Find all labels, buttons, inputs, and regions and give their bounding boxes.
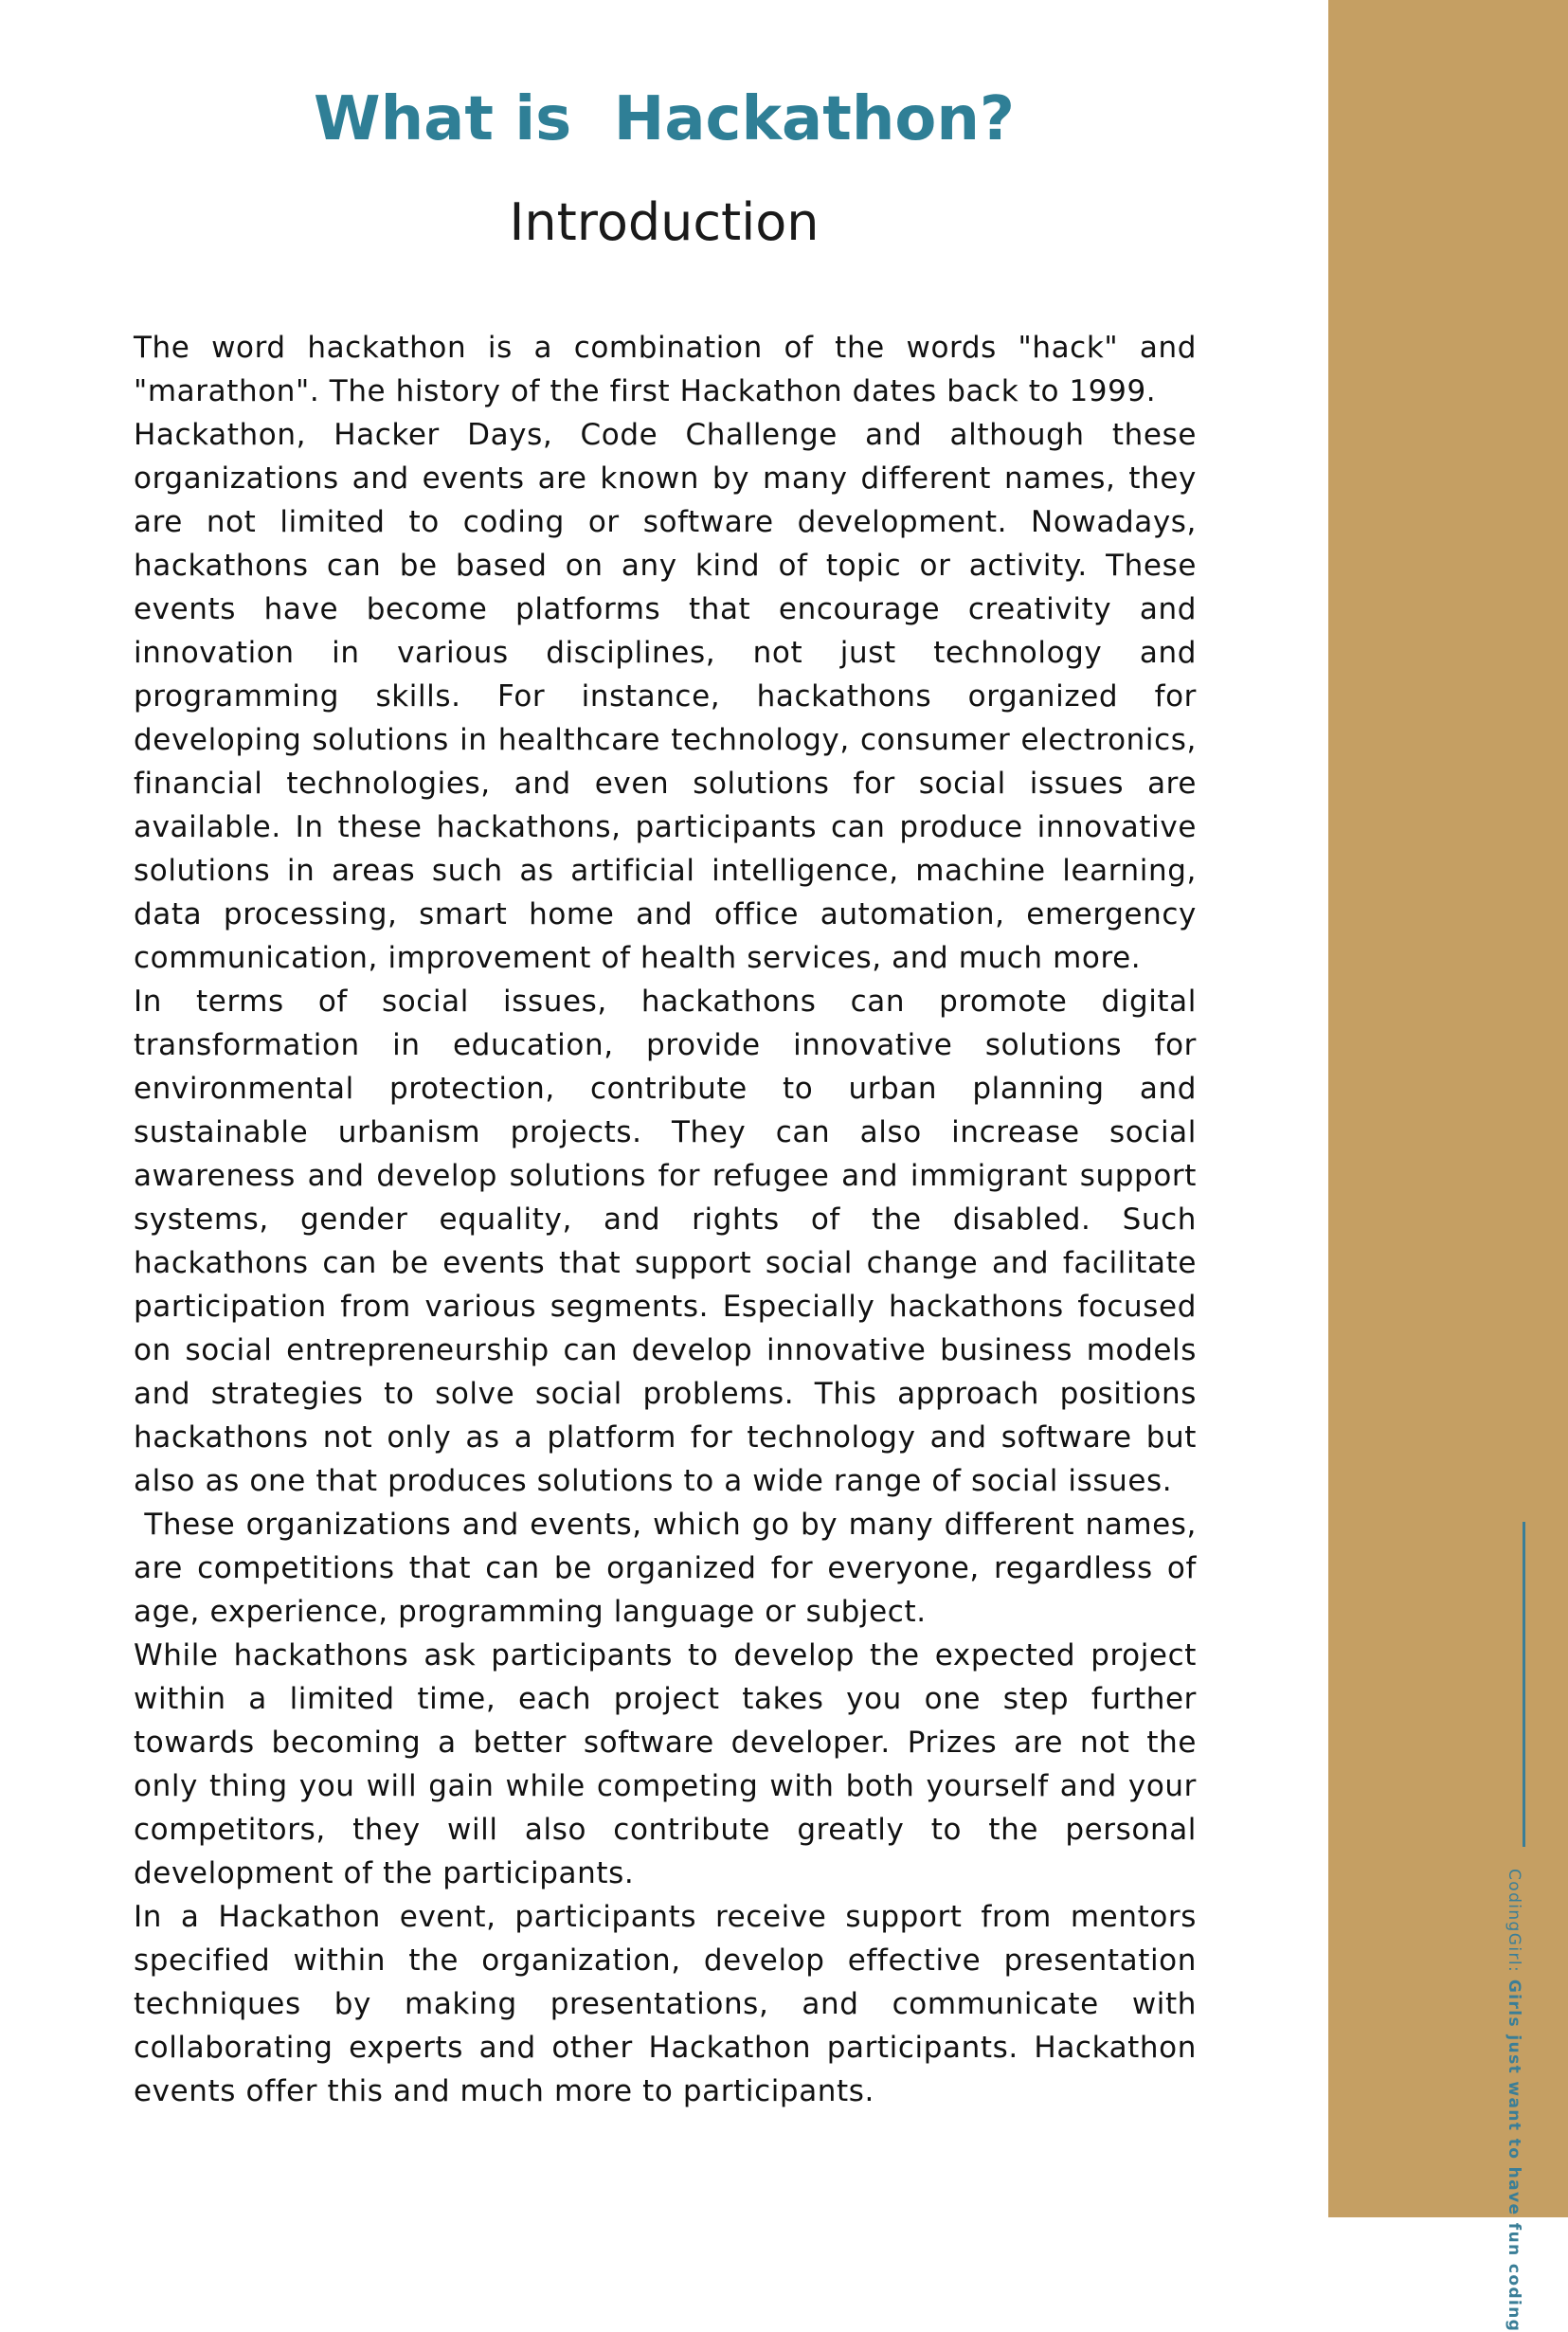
sidebar-tagline [1505, 1869, 1523, 2332]
paragraph-6: In a Hackathon event, participants receive support from mentors specified within the organization, develop effective presentation techniques by making presentations, and communicate with collaborating experts and other Hackathon participants. Hackathon events offer this and much more to participants. [134, 1900, 1207, 2108]
side-band [1328, 0, 1568, 2217]
brand-name: CodingGirl: [1505, 1869, 1523, 1974]
paragraph-1: The word hackathon is a combination of the words "hack" and "marathon". The history of the first Hackathon dates back to 1999. [134, 331, 1207, 408]
page-title: What is Hackathon? [313, 84, 1016, 154]
tagline-text: Girls just want to have fun coding [1505, 1979, 1523, 2332]
body-text [134, 326, 1207, 2113]
paragraph-3: In terms of social issues, hackathons can promote digital transformation in education, provide innovative solutions for environmental protection, contribute to urban planning and sustainable urbanism projects. They can also increase social awareness and develop solutions for refugee and immigrant support systems, gender equality, and rights of the disabled. Such hackathons can be events that support social change and facilitate participation from various segments. Especially hackathons focused on social entrepreneurship can develop innovative business models and strategies to solve social problems. This approach positions hackathons not only as a platform for technology and software but also as one that produces solutions to a wide range of social issues. [134, 985, 1207, 1498]
paragraph-2: Hackathon, Hacker Days, Code Challenge and although these organizations and events are known by many different names, they are not limited to coding or software development. Nowadays, hackathons can be based on any kind of topic or activity. These events have become platforms that encourage creativity and innovation in various disciplines, not just technology and programming skills. For instance, hackathons organized for developing solutions in healthcare technology, consumer electronics, financial technologies, and even solutions for social issues are available. In these hackathons, participants can produce innovative solutions in areas such as artificial intelligence, machine learning, data processing, smart home and office automation, emergency communication, improvement of health services, and much more. [134, 418, 1207, 975]
paragraph-5: While hackathons ask participants to develop the expected project within a limited time, each project takes you one step further towards becoming a better software developer. Prizes are not the only thing you will gain while competing with both yourself and your competitors, they will also contribute greatly to the personal development of the participants. [134, 1638, 1207, 1890]
accent-rule [1523, 1522, 1525, 1847]
paragraph-4: These organizations and events, which go by many different names, are competitions that can be organized for everyone, regardless of age, experience, programming language or subject. [134, 1508, 1207, 1629]
section-subtitle: Introduction [509, 192, 820, 252]
